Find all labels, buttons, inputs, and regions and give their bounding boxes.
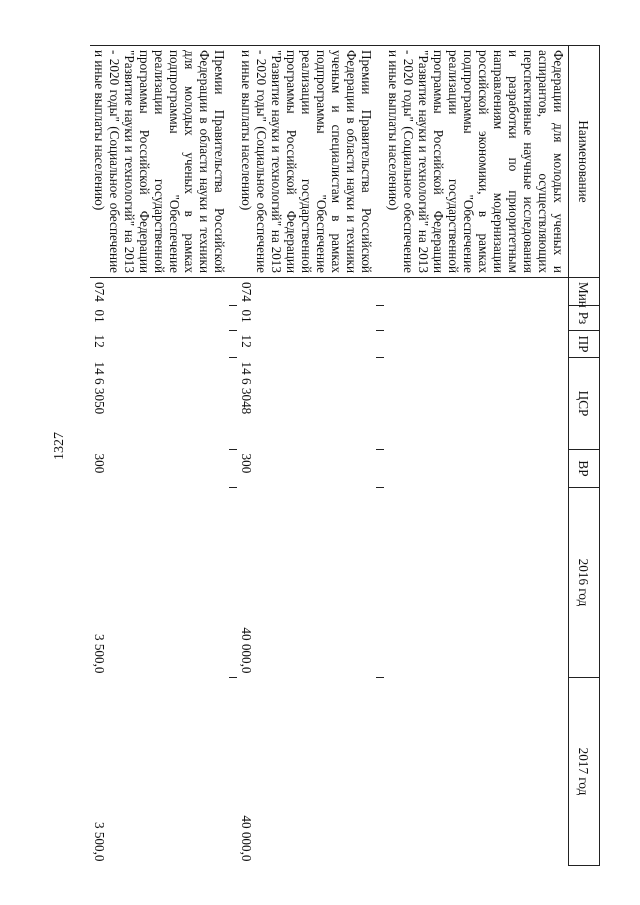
header-2017: 2017 год xyxy=(569,678,600,866)
page-number: 1327 xyxy=(52,432,67,460)
table-row xyxy=(384,46,569,866)
row-rz: 01 xyxy=(239,309,254,323)
row-pr xyxy=(384,331,569,358)
row-rz xyxy=(384,306,569,331)
table-body xyxy=(90,46,569,866)
table-row xyxy=(90,46,229,866)
header-min: Мин xyxy=(569,278,600,306)
row-csr: 14 6 3050 xyxy=(92,361,107,415)
row-2017 xyxy=(384,678,569,866)
row-vr: 300 xyxy=(239,453,254,474)
budget-table-sheet xyxy=(70,45,600,865)
row-name: Премии Правительства Российской Федерации в области науки и техники для молодых ученых в рамках подпрограммы "Обеспечение реализации государственной программы Российской Федерации "Развитие науки и технологий" на 2013 - 2020 годы" (Социальное обеспечение и иные выплаты населению) xyxy=(90,46,229,278)
row-2016 xyxy=(384,488,569,678)
row-min: 074 xyxy=(92,282,107,302)
row-vr: 300 xyxy=(92,453,107,474)
row-min: 074 xyxy=(239,282,254,302)
table-header xyxy=(569,46,600,866)
header-rz: Рз xyxy=(569,306,600,331)
row-2016: 3 500,0 xyxy=(92,633,107,674)
header-pr: ПР xyxy=(569,331,600,358)
header-name: Наименование xyxy=(569,46,600,278)
row-2017: 3 500,0 xyxy=(92,821,107,862)
row-name: Федерации для молодых ученых и аспирантов, осуществляющих перспективные научные исследования и разработки по приоритетным направлениям модернизации российской экономики, в рамках подпрограммы "Обеспечение реализации государственной программы Российской Федерации "Развитие науки и технологий" на 2013 - 2020 годы" (Социальное обеспечение и иные выплаты населению) xyxy=(384,46,569,278)
row-2017: 40 000,0 xyxy=(239,815,254,862)
table-row xyxy=(237,46,376,866)
budget-table xyxy=(90,45,600,866)
row-vr xyxy=(384,450,569,488)
row-rz: 01 xyxy=(92,309,107,323)
header-vr: ВР xyxy=(569,450,600,488)
row-csr xyxy=(384,358,569,450)
row-name: Премии Правительства Российской Федерации в области науки и техники ученым и специалистам в рамках подпрограммы "Обеспечение реализации государственной программы Российской Федерации "Развитие науки и технологий" на 2013 - 2020 годы" (Социальное обеспечение и иные выплаты населению) xyxy=(237,46,376,278)
header-csr: ЦСР xyxy=(569,358,600,450)
row-2016: 40 000,0 xyxy=(239,627,254,674)
row-pr: 12 xyxy=(239,334,254,348)
row-csr: 14 6 3048 xyxy=(239,361,254,415)
row-min xyxy=(384,278,569,306)
row-pr: 12 xyxy=(92,334,107,348)
header-2016: 2016 год xyxy=(569,488,600,678)
